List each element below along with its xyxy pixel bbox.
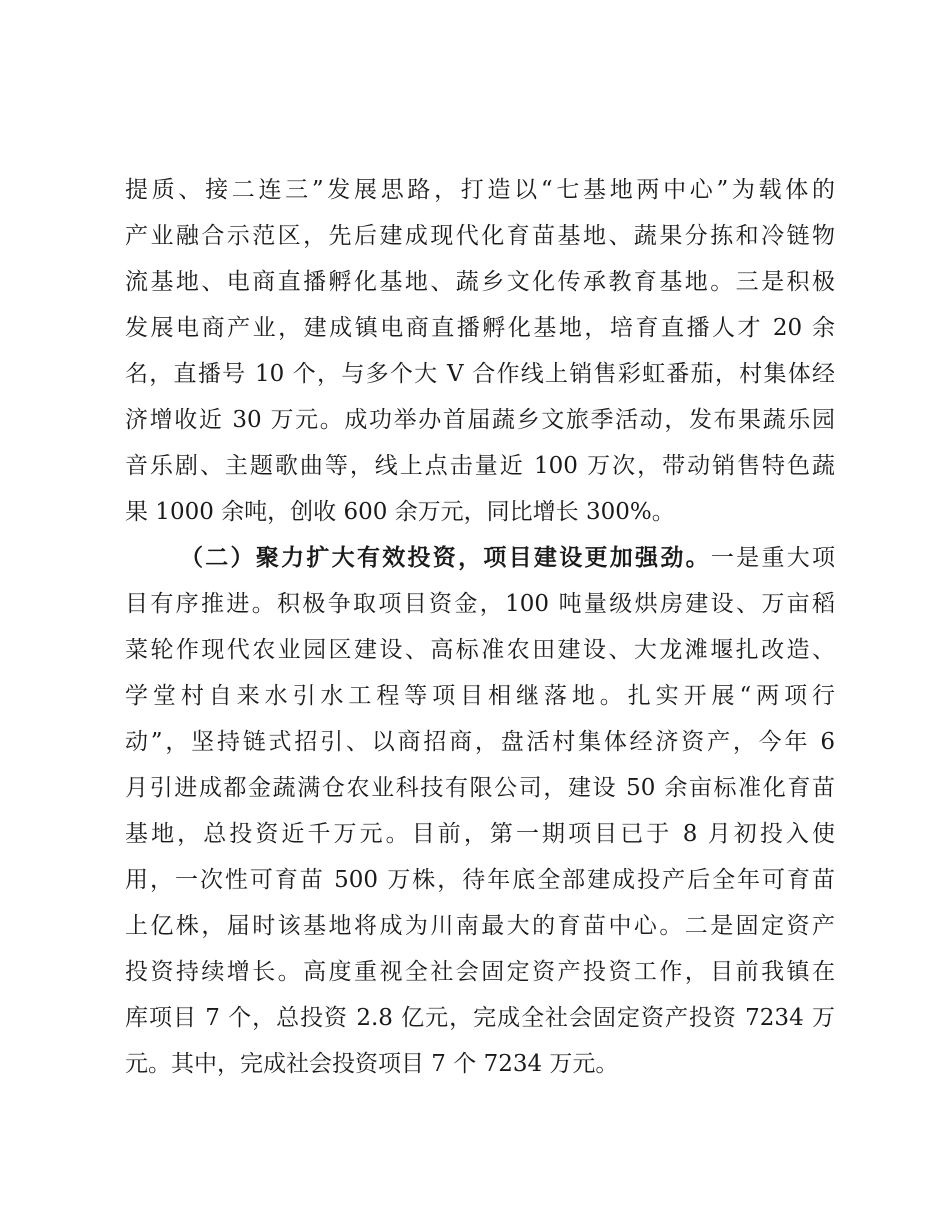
paragraph-2-line-8: 用，一次性可育苗 500 万株，待年底全部建成投产后全年可育苗 <box>125 867 835 893</box>
paragraph-1-line-5: 名，直播号 10 个，与多个大 V 合作线上销售彩虹番茄，村集体经 <box>125 361 835 387</box>
paragraph-1-line-6: 济增收近 30 万元。成功举办首届蔬乡文旅季活动，发布果蔬乐园 <box>125 407 835 433</box>
paragraph-2-line-12: 元。其中，完成社会投资项目 7 个 7234 万元。 <box>125 1051 619 1077</box>
paragraph-1-line-1: 提质、接二连三”发展思路，打造以“七基地两中心”为载体的 <box>125 177 835 203</box>
paragraph-2-line-9: 上亿株，届时该基地将成为川南最大的育苗中心。二是固定资产 <box>125 913 835 939</box>
paragraph-1-line-3: 流基地、电商直播孵化基地、蔬乡文化传承教育基地。三是积极 <box>125 269 835 295</box>
paragraph-2-line-6: 月引进成都金蔬满仓农业科技有限公司，建设 50 余亩标准化育苗 <box>125 775 835 801</box>
paragraph-1-line-4: 发展电商产业，建成镇电商直播孵化基地，培育直播人才 20 余 <box>125 315 835 341</box>
paragraph-2-first-line-text: 一是重大项 <box>710 545 836 571</box>
paragraph-2-line-10: 投资持续增长。高度重视全社会固定资产投资工作，目前我镇在 <box>125 959 835 985</box>
section-heading: （二）聚力扩大有效投资，项目建设更加强劲。 <box>180 544 711 571</box>
paragraph-2-first-line <box>180 536 835 580</box>
paragraph-2-line-11: 库项目 7 个，总投资 2.8 亿元，完成全社会固定资产投资 7234 万 <box>125 1005 835 1031</box>
paragraph-2-line-2: 目有序推进。积极争取项目资金，100 吨量级烘房建设、万亩稻 <box>125 591 835 617</box>
paragraph-1-line-2: 产业融合示范区，先后建成现代化育苗基地、蔬果分拣和冷链物 <box>125 223 835 249</box>
paragraph-1-line-8: 果 1000 余吨，创收 600 余万元，同比增长 300%。 <box>125 499 675 525</box>
paragraph-2-line-3: 菜轮作现代农业园区建设、高标准农田建设、大龙滩堰扎改造、 <box>125 637 835 663</box>
paragraph-2-line-7: 基地，总投资近千万元。目前，第一期项目已于 8 月初投入使 <box>125 821 835 847</box>
paragraph-2-line-4: 学堂村自来水引水工程等项目相继落地。扎实开展“两项行 <box>125 683 835 709</box>
paragraph-2-line-5: 动”，坚持链式招引、以商招商，盘活村集体经济资产，今年 6 <box>125 729 835 755</box>
paragraph-1-line-7: 音乐剧、主题歌曲等，线上点击量近 100 万次，带动销售特色蔬 <box>125 453 835 479</box>
